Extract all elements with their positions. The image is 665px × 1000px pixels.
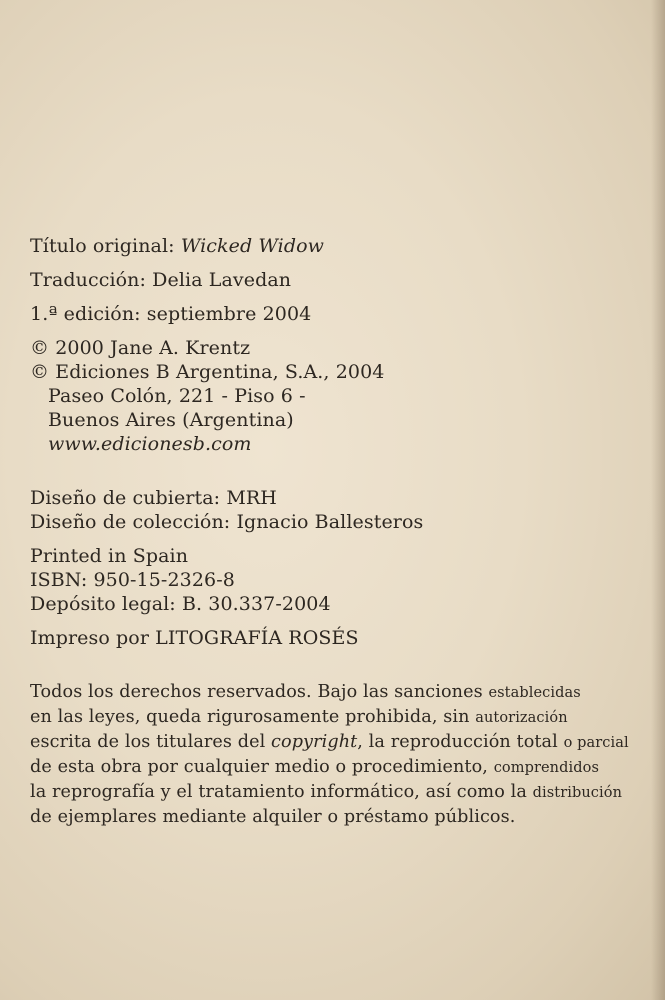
rights-line-1: Todos los derechos reservados. Bajo las sanciones establecidas <box>30 682 581 702</box>
collection-design-line: Diseño de colección: Ignacio Ballesteros <box>30 511 424 533</box>
copyright-author: © 2000 Jane A. Krentz <box>30 337 251 359</box>
printer-line: Impreso por LITOGRAFÍA ROSÉS <box>30 627 359 649</box>
rights-line-4: de esta obra por cualquier medio o procedimiento, comprendidos <box>30 757 599 777</box>
rights-line-6: de ejemplares mediante alquiler o préstamo públicos. <box>30 807 516 827</box>
original-title: Wicked Widow <box>180 235 325 257</box>
isbn-line: ISBN: 950-15-2326-8 <box>30 569 235 591</box>
copyright-page <box>30 234 650 829</box>
original-title-label: Título original: <box>30 235 175 257</box>
legal-deposit-line: Depósito legal: B. 30.337-2004 <box>30 593 331 615</box>
copyright-publisher: © Ediciones B Argentina, S.A., 2004 <box>30 361 385 383</box>
publisher-address-line1: Paseo Colón, 221 - Piso 6 - <box>48 385 306 407</box>
rights-line-5: la reprografía y el tratamiento informático, así como la distribución <box>30 782 623 802</box>
cover-design-line: Diseño de cubierta: MRH <box>30 487 277 509</box>
printed-in-line: Printed in Spain <box>30 545 189 567</box>
original-title-line <box>30 234 650 258</box>
page-edge-shadow <box>651 0 665 1000</box>
rights-line-3: escrita de los titulares del copyright, la reproducción total o parcial <box>30 732 629 752</box>
rights-notice <box>30 680 650 829</box>
rights-line-2: en las leyes, queda rigurosamente prohibida, sin autorización <box>30 707 568 727</box>
translation-line: Traducción: Delia Lavedan <box>30 269 292 291</box>
publisher-address-line2: Buenos Aires (Argentina) <box>48 409 294 431</box>
publisher-website: www.edicionesb.com <box>48 433 252 455</box>
edition-line: 1.ª edición: septiembre 2004 <box>30 303 312 325</box>
